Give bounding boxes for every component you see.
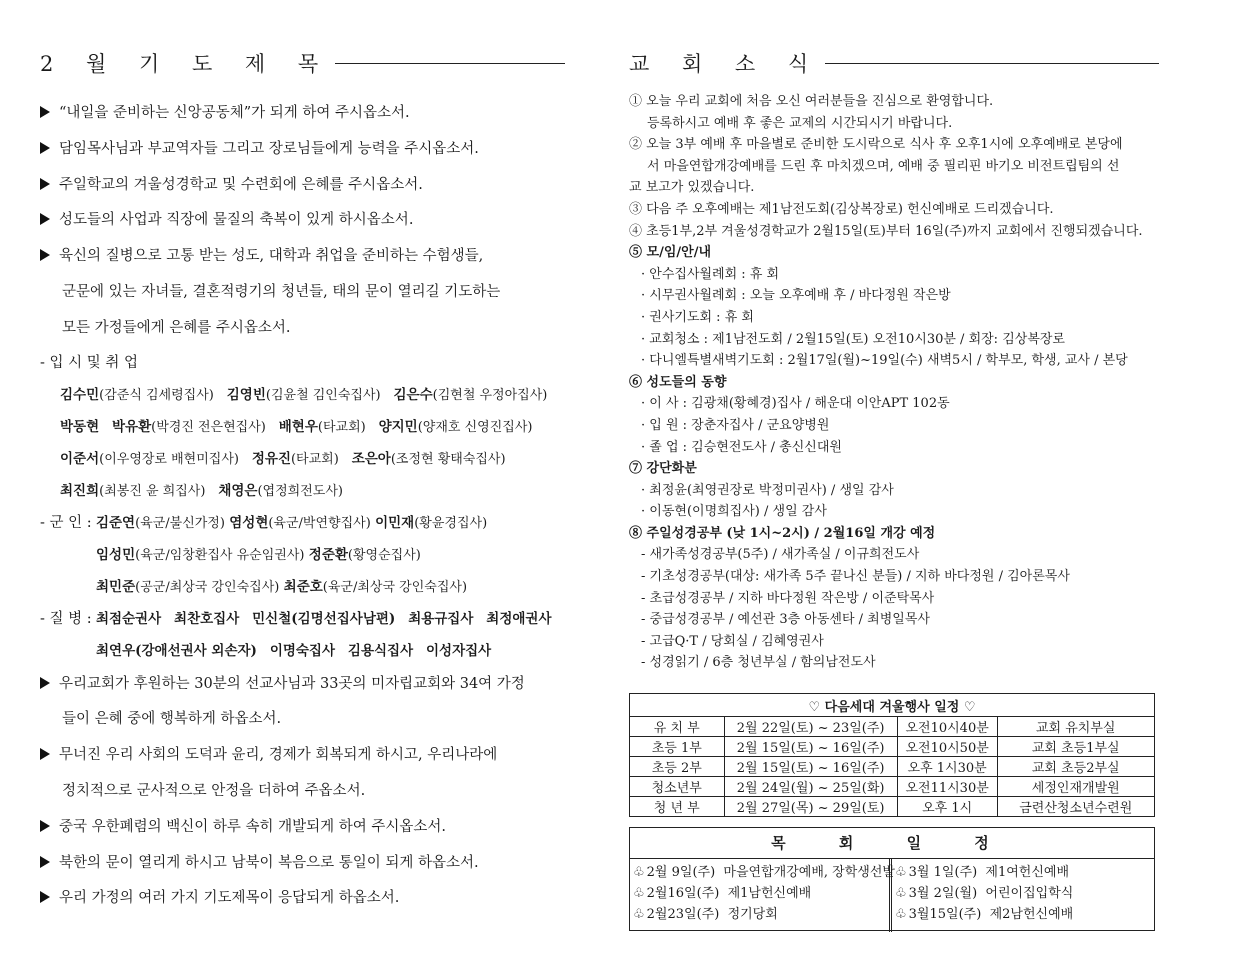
table-row <box>630 737 1155 757</box>
military-label: - 군 인 : <box>40 514 92 531</box>
news-item: ② 오늘 3부 예배 후 마을별로 준비한 도시락으로 식사 후 오후1시에 오후예배로 본당에 <box>629 137 1123 153</box>
news-item: - 초급성경공부 / 지하 바다정원 작은방 / 이준탁목사 <box>641 590 935 606</box>
schedule-item <box>895 904 1154 925</box>
header-rule <box>335 63 565 64</box>
dept-cell: 청소년부 <box>630 777 725 797</box>
date-cell: 2월 15일(토) ~ 16일(주) <box>724 737 897 757</box>
clover-icon: ♧ <box>633 907 645 922</box>
news-item: · 이동현(이명희집사) / 생일 감사 <box>641 504 827 520</box>
schedule-date: 3월 1일(주) <box>908 865 978 880</box>
prayer-item: 우리 가정의 여러 가지 기도제목이 응답되게 하옵소서. <box>40 881 565 917</box>
clover-icon: ♧ <box>895 907 907 922</box>
place-cell: 교회 초등2부실 <box>997 757 1155 777</box>
exam-row: 최진희(최봉진 윤 희집사) 채영은(엽정희전도사) <box>60 482 343 499</box>
time-cell: 오전10시50분 <box>897 737 997 757</box>
triangle-bullet-icon <box>40 820 50 832</box>
schedule-item <box>633 883 889 904</box>
prayer-item: “내일을 준비하는 신앙공동체”가 되게 하여 주시옵소서. <box>40 96 565 132</box>
news-item: ③ 다음 주 오후예배는 제1남전도회(김상복장로) 헌신예배로 드리겠습니다. <box>629 201 1054 217</box>
prayer-item: 우리교회가 후원하는 30분의 선교사님과 33곳의 미자립교회와 34여 가정 <box>40 667 565 703</box>
prayer-item: 성도들의 사업과 직장에 물질의 축복이 있게 하시옵소서. <box>40 203 565 239</box>
winter-events-title: ♡ 다음세대 겨울행사 일정 ♡ <box>630 694 1155 717</box>
date-cell: 2월 22일(토) ~ 23일(주) <box>724 717 897 737</box>
exam-label: - 입 시 및 취 업 <box>40 354 138 371</box>
prayer-header <box>40 48 565 78</box>
schedule-item <box>633 904 889 925</box>
news-item: ⑤ 모/임/안/내 <box>629 245 712 261</box>
prayer-item-continued: 모든 가정들에게 은혜를 주시옵소서. <box>62 319 291 336</box>
exam-row: 박동현 박유환(박경진 전은현집사) 배현우(타교회) 양지민(양재호 신영진집사) <box>60 418 533 435</box>
date-cell: 2월 15일(토) ~ 16일(주) <box>724 757 897 777</box>
date-cell: 2월 27일(목) ~ 29일(토) <box>724 797 897 817</box>
pastoral-schedule <box>629 827 1155 931</box>
news-item: · 시무권사월례회 : 오늘 오후예배 후 / 바다정원 작은방 <box>641 288 951 304</box>
clover-icon: ♧ <box>633 886 645 901</box>
triangle-bullet-icon <box>40 748 50 760</box>
dept-cell: 유 치 부 <box>630 717 725 737</box>
schedule-item <box>895 883 1154 904</box>
news-item: - 성경읽기 / 6층 청년부실 / 함의남전도사 <box>641 655 876 671</box>
prayer-item: 무너진 우리 사회의 도덕과 윤리, 경제가 회복되게 하시고, 우리나라에 <box>40 738 565 774</box>
time-cell: 오후 1시 <box>897 797 997 817</box>
schedule-item <box>633 862 895 883</box>
news-title: 교 회 소 식 <box>629 52 822 76</box>
news-item: · 다니엘특별새벽기도회 : 2월17일(월)~19일(수) 새벽5시 / 학부모, 학생, 교사 / 본당 <box>641 353 1128 369</box>
news-item: · 입 원 : 장춘자집사 / 군요양병원 <box>641 417 830 433</box>
news-item: ⑥ 성도들의 동향 <box>629 374 727 390</box>
table-row <box>630 757 1155 777</box>
schedule-date: 2월 9일(주) <box>646 865 716 880</box>
schedule-date: 2월16일(주) <box>646 886 720 901</box>
sick-row: 최연우(강애선권사 외손자) 이명숙집사 김용식집사 이성자집사 <box>96 642 492 659</box>
news-item: 교 보고가 있겠습니다. <box>629 180 755 196</box>
dept-cell: 초등 1부 <box>630 737 725 757</box>
prayer-item: 중국 우한폐렴의 백신이 하루 속히 개발되게 하여 주시옵소서. <box>40 810 565 846</box>
dept-cell: 초등 2부 <box>630 757 725 777</box>
clover-icon: ♧ <box>895 886 907 901</box>
pastoral-schedule-left <box>630 859 895 932</box>
winter-events-table <box>629 693 1155 817</box>
news-list <box>629 91 1159 674</box>
prayer-item: 담임목사님과 부교역자들 그리고 장로님들에게 능력을 주시옵소서. <box>40 132 565 168</box>
news-header <box>629 48 1159 78</box>
exam-row: 이준서(이우영장로 배현미집사) 정유진(타교회) 조은아(조정현 황태숙집사) <box>60 450 506 467</box>
prayer-item-continued: 군문에 있는 자녀들, 결혼적령기의 청년들, 태의 문이 열리길 기도하는 <box>62 283 501 300</box>
time-cell: 오전10시40분 <box>897 717 997 737</box>
schedule-event: 마을연합개강예배, 장학생선발 <box>723 865 895 880</box>
prayer-item: 북한의 문이 열리게 하시고 남북이 복음으로 통일이 되게 하옵소서. <box>40 846 565 882</box>
news-item: ① 오늘 우리 교회에 처음 오신 여러분들을 진심으로 환영합니다. <box>629 94 994 109</box>
dept-cell: 청 년 부 <box>630 797 725 817</box>
schedule-item <box>895 862 1154 883</box>
place-cell: 금련산청소년수련원 <box>997 797 1155 817</box>
prayer-list <box>40 96 565 917</box>
news-item: · 안수집사월례회 : 휴 회 <box>641 266 780 282</box>
prayer-item-continued: 정치적으로 군사적으로 안정을 더하여 주옵소서. <box>62 782 366 799</box>
schedule-event: 어린이집입학식 <box>985 886 1074 901</box>
sick-row: - 질 병 : 최점순권사 최찬호집사 민신철(김명선집사남편) 최용규집사 최정애권사 <box>40 610 552 627</box>
clover-icon: ♧ <box>895 865 907 880</box>
triangle-bullet-icon <box>40 249 50 261</box>
news-item: · 교회청소 : 제1남전도회 / 2월15일(토) 오전10시30분 / 회장: 김상복장로 <box>641 331 1065 347</box>
news-item: · 이 사 : 김광채(황혜경)집사 / 해운대 이안APT 102동 <box>641 396 950 412</box>
prayer-item: 육신의 질병으로 고통 받는 성도, 대학과 취업을 준비하는 수험생들, <box>40 239 565 275</box>
news-item: ⑧ 주일성경공부 (낮 1시~2시) / 2월16일 개강 예정 <box>629 525 936 541</box>
schedule-event: 제1여헌신예배 <box>985 865 1070 880</box>
military-row: - 군 인 : 김준연(육군/불신가정) 염성현(육군/박연향집사) 이민재(황윤경집사) <box>40 514 488 531</box>
schedule-event: 제2남헌신예배 <box>989 907 1074 922</box>
military-row: 임성민(육군/임창환집사 유순임권사) 정준환(황영순집사) <box>96 546 421 563</box>
triangle-bullet-icon <box>40 677 50 689</box>
schedule-event: 제1남헌신예배 <box>727 886 812 901</box>
table-row <box>630 717 1155 737</box>
news-item: - 중급성경공부 / 예선관 3층 아동센타 / 최병일목사 <box>641 612 930 628</box>
prayer-item-continued: 들이 은혜 중에 행복하게 하옵소서. <box>62 711 282 728</box>
pastoral-schedule-title: 목 회 일 정 <box>630 828 1154 859</box>
sick-label: - 질 병 : <box>40 610 92 627</box>
schedule-date: 3월 2일(월) <box>908 886 978 901</box>
triangle-bullet-icon <box>40 142 50 154</box>
triangle-bullet-icon <box>40 213 50 225</box>
triangle-bullet-icon <box>40 106 50 118</box>
news-item: · 권사기도회 : 휴 회 <box>641 309 754 325</box>
time-cell: 오전11시30분 <box>897 777 997 797</box>
date-cell: 2월 24일(월) ~ 25일(화) <box>724 777 897 797</box>
military-row: 최민준(공군/최상국 강인숙집사) 최준호(육군/최상국 강인숙집사) <box>96 578 468 595</box>
schedule-event: 정기당회 <box>727 907 778 922</box>
news-item: - 새가족성경공부(5주) / 새가족실 / 이규희전도사 <box>641 547 920 563</box>
prayer-item: 주일학교의 겨울성경학교 및 수련회에 은혜를 주시옵소서. <box>40 168 565 204</box>
news-item: - 기초성경공부(대상: 새가족 5주 끝나신 분들) / 지하 바다정원 / 김아론목사 <box>641 569 1070 585</box>
news-item: 서 마을연합개강예배를 드린 후 마치겠으며, 예배 중 필리핀 바기오 비전트립팀의 선 <box>647 158 1120 174</box>
news-item: ④ 초등1부,2부 겨울성경학교가 2월15일(토)부터 16일(주)까지 교회에서 진행되겠습니다. <box>629 223 1143 239</box>
news-item: 등록하시고 예배 후 좋은 교제의 시간되시기 바랍니다. <box>647 115 953 131</box>
schedule-date: 2월23일(주) <box>646 907 720 922</box>
table-row <box>630 797 1155 817</box>
schedule-date: 3월15일(주) <box>908 907 982 922</box>
place-cell: 교회 초등1부실 <box>997 737 1155 757</box>
news-item: ⑦ 강단화분 <box>629 461 697 477</box>
clover-icon: ♧ <box>633 865 645 880</box>
place-cell: 세정인재개발원 <box>997 777 1155 797</box>
table-row <box>630 777 1155 797</box>
exam-row: 김수민(감준식 김세령집사) 김영빈(김윤철 김인숙집사) 김은수(김현철 우정아집사) <box>60 386 548 403</box>
pastoral-schedule-right <box>892 859 1154 932</box>
news-item: · 최정윤(최영권장로 박정미권사) / 생일 감사 <box>641 482 894 498</box>
news-item: · 졸 업 : 김승현전도사 / 총신신대원 <box>641 439 842 455</box>
triangle-bullet-icon <box>40 856 50 868</box>
place-cell: 교회 유치부실 <box>997 717 1155 737</box>
triangle-bullet-icon <box>40 891 50 903</box>
triangle-bullet-icon <box>40 178 50 190</box>
prayer-title: 2 월 기 도 제 목 <box>40 52 332 76</box>
header-rule <box>825 63 1159 64</box>
news-item: - 고급Q·T / 당회실 / 김혜영권사 <box>641 633 824 649</box>
time-cell: 오후 1시30분 <box>897 757 997 777</box>
